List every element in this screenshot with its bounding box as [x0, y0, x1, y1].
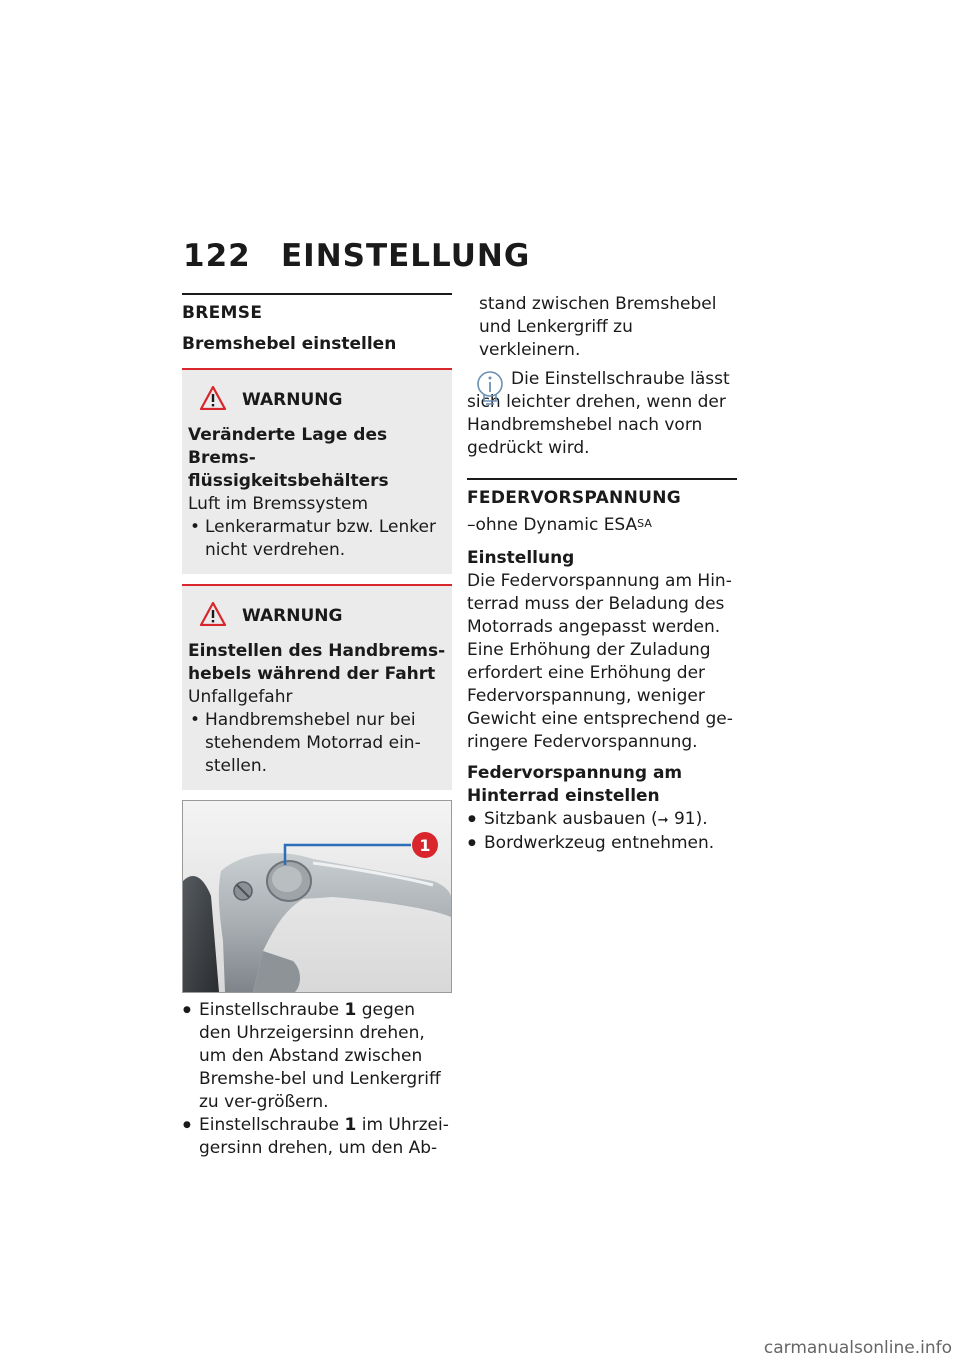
- brake-lever-figure: [182, 800, 452, 993]
- info-text: Die Einstellschraube lässt sich leichter drehen, wenn der Handbremshebel nach vorn gedrückt wird.: [467, 369, 730, 458]
- chapter-title: EINSTELLUNG: [281, 238, 531, 274]
- info-bulb-icon: [475, 370, 505, 412]
- warning-triangle-icon: [200, 602, 226, 630]
- variant-note: –ohne Dynamic $ESA^{SA}$: [467, 515, 652, 535]
- warning-action: • Lenkerarmatur bzw. Lenker nicht verdrehen.: [188, 516, 446, 562]
- warning-label: WARNUNG: [242, 606, 343, 626]
- right-column: [467, 293, 737, 855]
- section-rule: [467, 478, 737, 480]
- subheading-einstellung: Einstellung: [467, 548, 575, 568]
- list-item: ● Einstellschraube 1 gegen den Uhrzeigersinn drehen, um den Abstand zwischen Bremshe-bel und Lenkergriff zu ver-größern.: [182, 999, 452, 1114]
- page-header: [183, 238, 530, 274]
- page-reference-arrow-icon: ➞: [657, 813, 669, 828]
- list-item: ● Bordwerkzeug entnehmen.: [467, 832, 737, 855]
- warning-consequence: Unfallgefahr: [188, 687, 293, 707]
- body-text: Die Federvorspannung am Hin-terrad muss der Beladung des Motorrads angepasst werden. Eine Erhöhung der Zuladung erfordert eine Erhöhung der Federvorspannung, weniger Gewicht eine entsprechend ge-ringere Federvorspannung.: [467, 571, 733, 752]
- section-rule: [182, 293, 452, 295]
- page-reference[interactable]: 91: [673, 809, 696, 829]
- option-superscript: SA: [637, 517, 652, 530]
- info-note: [467, 368, 737, 460]
- warning-cause: Einstellen des Handbrems-hebels während der Fahrt: [188, 641, 446, 684]
- section-title-bremse: BREMSE: [182, 303, 263, 323]
- figure-callout-label: 1: [419, 836, 431, 855]
- continued-text: stand zwischen Bremshebel und Lenkergriff zu verkleinern.: [479, 294, 717, 360]
- warning-cause: Veränderte Lage des Brems-flüssigkeitsbehälters: [188, 425, 389, 491]
- list-item: ● Einstellschraube 1 im Uhrzei-gersinn drehen, um den Ab-: [182, 1114, 452, 1160]
- watermark: carmanualsonline.info: [763, 1338, 952, 1358]
- section-title-federvorspannung: FEDERVORSPANNUNG: [467, 488, 681, 508]
- subsection-title: Bremshebel einstellen: [182, 334, 397, 354]
- list-item: ● Sitzbank ausbauen (➞ 91).: [467, 808, 737, 832]
- warning-box-2: [182, 586, 452, 790]
- warning-triangle-icon: [200, 386, 226, 414]
- page-number: 122: [183, 238, 251, 274]
- warning-label: WARNUNG: [242, 390, 343, 410]
- left-column: [182, 293, 452, 1160]
- subheading-adjust: Federvorspannung am Hinterrad einstellen: [467, 763, 683, 806]
- warning-action: • Handbremshebel nur bei stehendem Motorrad ein-stellen.: [188, 709, 446, 778]
- warning-consequence: Luft im Bremssystem: [188, 494, 369, 514]
- warning-box-1: [182, 370, 452, 574]
